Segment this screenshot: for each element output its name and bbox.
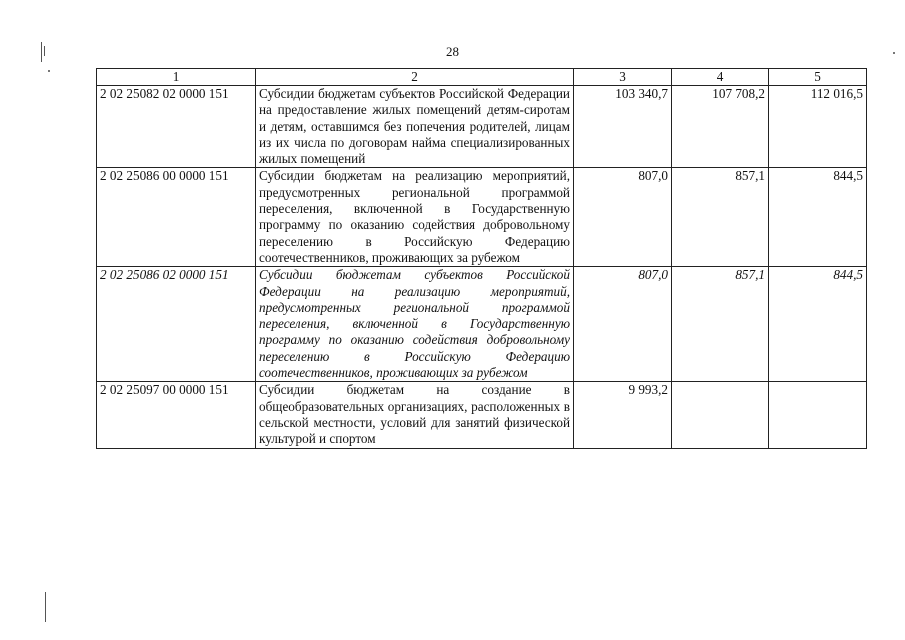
header-row bbox=[97, 69, 867, 86]
table-row bbox=[97, 382, 867, 448]
amount-col4-cell: 107 708,2 bbox=[672, 86, 769, 168]
description-cell: Субсидии бюджетам на реализацию мероприятий, предусмотренных региональной программой переселения, включенной в Государственную программу по оказанию содействия добровольному переселению в Российскую Федерацию соотечественников, проживающих за рубежом bbox=[256, 168, 574, 267]
amount-col5-cell bbox=[769, 382, 867, 448]
page-number: 28 bbox=[446, 44, 459, 59]
column-header-5: 5 bbox=[769, 69, 867, 86]
scan-mark bbox=[48, 70, 50, 72]
scan-mark bbox=[45, 592, 46, 622]
amount-col5-cell: 112 016,5 bbox=[769, 86, 867, 168]
budget-table bbox=[96, 68, 867, 449]
table-row bbox=[97, 168, 867, 267]
budget-code-cell: 2 02 25086 02 0000 151 bbox=[97, 267, 256, 382]
column-header-2: 2 bbox=[256, 69, 574, 86]
amount-col3-cell: 807,0 bbox=[574, 267, 672, 382]
amount-col4-cell: 857,1 bbox=[672, 168, 769, 267]
amount-col4-cell bbox=[672, 382, 769, 448]
description-cell: Субсидии бюджетам субъектов Российской Федерации на предоставление жилых помещений детям-сиротам и детям, оставшимся без попечения родителей, лицам из их числа по договорам найма специализированных жилых помещений bbox=[256, 86, 574, 168]
column-header-3: 3 bbox=[574, 69, 672, 86]
table-row bbox=[97, 86, 867, 168]
scan-mark bbox=[893, 52, 895, 54]
scan-mark bbox=[41, 42, 42, 62]
scan-mark bbox=[44, 46, 45, 56]
budget-code-cell: 2 02 25082 02 0000 151 bbox=[97, 86, 256, 168]
column-header-4: 4 bbox=[672, 69, 769, 86]
column-header-1: 1 bbox=[97, 69, 256, 86]
description-cell: Субсидии бюджетам на создание в общеобразовательных организациях, расположенных в сельской местности, условий для занятий физической культурой и спортом bbox=[256, 382, 574, 448]
amount-col5-cell: 844,5 bbox=[769, 168, 867, 267]
amount-col3-cell: 103 340,7 bbox=[574, 86, 672, 168]
amount-col4-cell: 857,1 bbox=[672, 267, 769, 382]
budget-code-cell: 2 02 25097 00 0000 151 bbox=[97, 382, 256, 448]
amount-col3-cell: 807,0 bbox=[574, 168, 672, 267]
description-cell: Субсидии бюджетам субъектов Российской Федерации на реализацию мероприятий, предусмотренных региональной программой переселения, включенной в Государственную программу по оказанию содействия добровольному переселению в Российскую Федерацию соотечественников, проживающих за рубежом bbox=[256, 267, 574, 382]
amount-col5-cell: 844,5 bbox=[769, 267, 867, 382]
table-row bbox=[97, 267, 867, 382]
amount-col3-cell: 9 993,2 bbox=[574, 382, 672, 448]
budget-code-cell: 2 02 25086 00 0000 151 bbox=[97, 168, 256, 267]
